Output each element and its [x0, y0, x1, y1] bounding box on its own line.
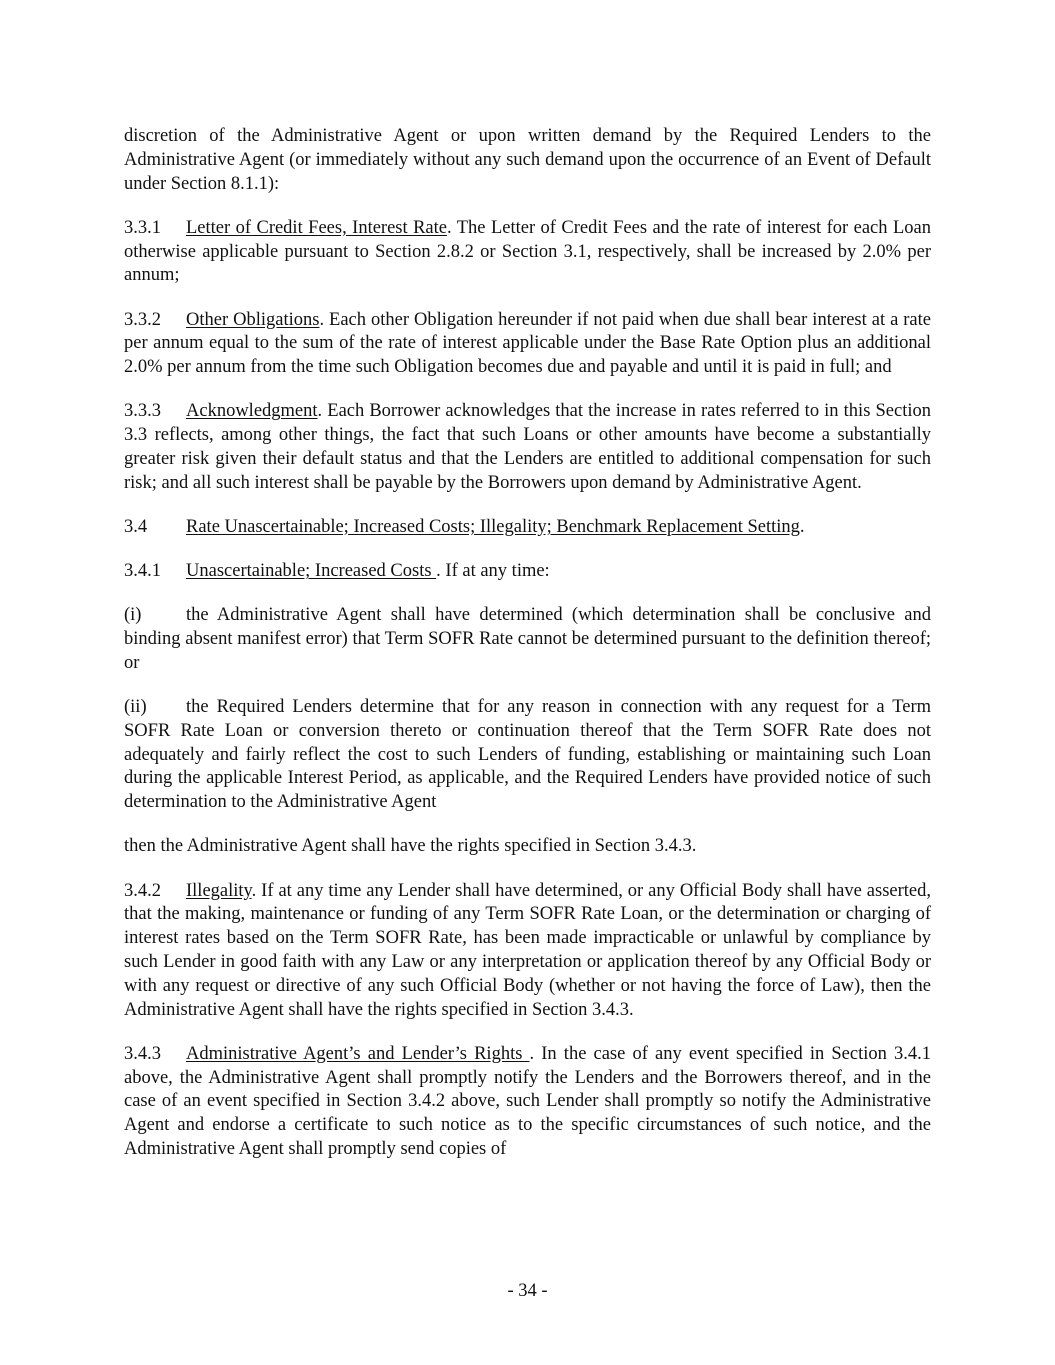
section-number: 3.4: [124, 516, 148, 537]
section-number: 3.4.1: [124, 561, 161, 582]
section-body: . Each Borrower acknowledges that the increase in rates referred to in this Section 3.3 reflects, among other things, the fact that such Loans or other amounts have become a substantially greater risk given their default status and that the Lenders are entitled to additional compensation for such risk; and all such interest shall be payable by the Borrowers upon demand by Administrative Agent.: [124, 401, 931, 493]
section-3-4: [124, 516, 931, 540]
section-3-3-2: [124, 309, 931, 380]
item-i: [124, 604, 931, 675]
section-body: . Each other Obligation hereunder if not paid when due shall bear interest at a rate per annum equal to the sum of the rate of interest applicable under the Base Rate Option plus an additional 2.0% per annum from the time such Obligation becomes due and payable and until it is paid in full; and: [124, 309, 931, 378]
section-3-3-1: [124, 217, 931, 288]
section-body: . In the case of any event specified in Section 3.4.1 above, the Administrative Agent shall promptly notify the Lenders and the Borrowers thereof, and in the case of an event specified in Section 3.4.2 above, such Lender shall promptly so notify the Administrative Agent and endorse a certificate to such notice as to the specific circumstances of such notice, and the Administrative Agent shall promptly send copies of: [124, 1043, 931, 1159]
section-3-3-3: [124, 400, 931, 495]
then-paragraph: then the Administrative Agent shall have the rights specified in Section 3.4.3.: [124, 836, 697, 857]
item-ii: [124, 696, 931, 815]
section-body: .: [799, 516, 805, 537]
document-page: [124, 125, 931, 1182]
section-heading: Illegality: [186, 880, 252, 901]
item-body: the Administrative Agent shall have determined (which determination shall be conclusive and binding absent manifest error) that Term SOFR Rate cannot be determined pursuant to the definition thereof; or: [124, 605, 931, 673]
section-number: 3.4.2: [124, 880, 161, 901]
section-number: 3.3.2: [124, 309, 161, 330]
item-number: (ii): [124, 697, 147, 718]
item-body: the Required Lenders determine that for any reason in connection with any request for a Term SOFR Rate Loan or conversion thereto or continuation thereof that the Term SOFR Rate does not adequately and fairly reflect the cost to such Lenders of funding, establishing or maintaining such Loan during the applicable Interest Period, as applicable, and the Required Lenders have provided notice of such determination to the Administrative Agent: [124, 697, 931, 813]
section-3-4-3: [124, 1043, 931, 1162]
section-number: 3.3.3: [124, 401, 161, 422]
section-heading: Unascertainable; Increased Costs: [186, 561, 437, 582]
section-heading: Acknowledgment: [186, 401, 318, 422]
section-heading: Administrative Agent’s and Lender’s Rights: [186, 1043, 530, 1064]
section-3-4-1: [124, 560, 931, 584]
section-body: . If at any time any Lender shall have determined, or any Official Body shall have asserted, that the making, maintenance or funding of any Term SOFR Rate Loan, or the determination or charging of interest rates based on the Term SOFR Rate, has been made impracticable or unlawful by compliance by such Lender in good faith with any Law or any interpretation or application thereof by any Official Body or with any request or directive of any such Official Body (whether or not having the force of Law), then the Administrative Agent shall have the rights specified in Section 3.4.3.: [124, 880, 931, 1020]
page-number: - 34 -: [507, 1281, 548, 1301]
section-heading: Other Obligations: [186, 309, 320, 330]
section-heading: Rate Unascertainable; Increased Costs; Illegality; Benchmark Replacement Setting: [186, 516, 800, 537]
section-body: . If at any time:: [436, 561, 550, 582]
intro-paragraph: discretion of the Administrative Agent or upon written demand by the Required Lenders to the Administrative Agent (or immediately without any such demand upon the occurrence of an Event of Default under Section 8.1.1):: [124, 126, 931, 194]
section-number: 3.3.1: [124, 217, 161, 238]
section-3-4-2: [124, 880, 931, 1023]
section-heading: Letter of Credit Fees, Interest Rate: [186, 217, 447, 238]
section-number: 3.4.3: [124, 1043, 161, 1064]
item-number: (i): [124, 605, 142, 626]
section-body: . The Letter of Credit Fees and the rate of interest for each Loan otherwise applicable pursuant to Section 2.8.2 or Section 3.1, respectively, shall be increased by 2.0% per annum;: [124, 217, 931, 286]
